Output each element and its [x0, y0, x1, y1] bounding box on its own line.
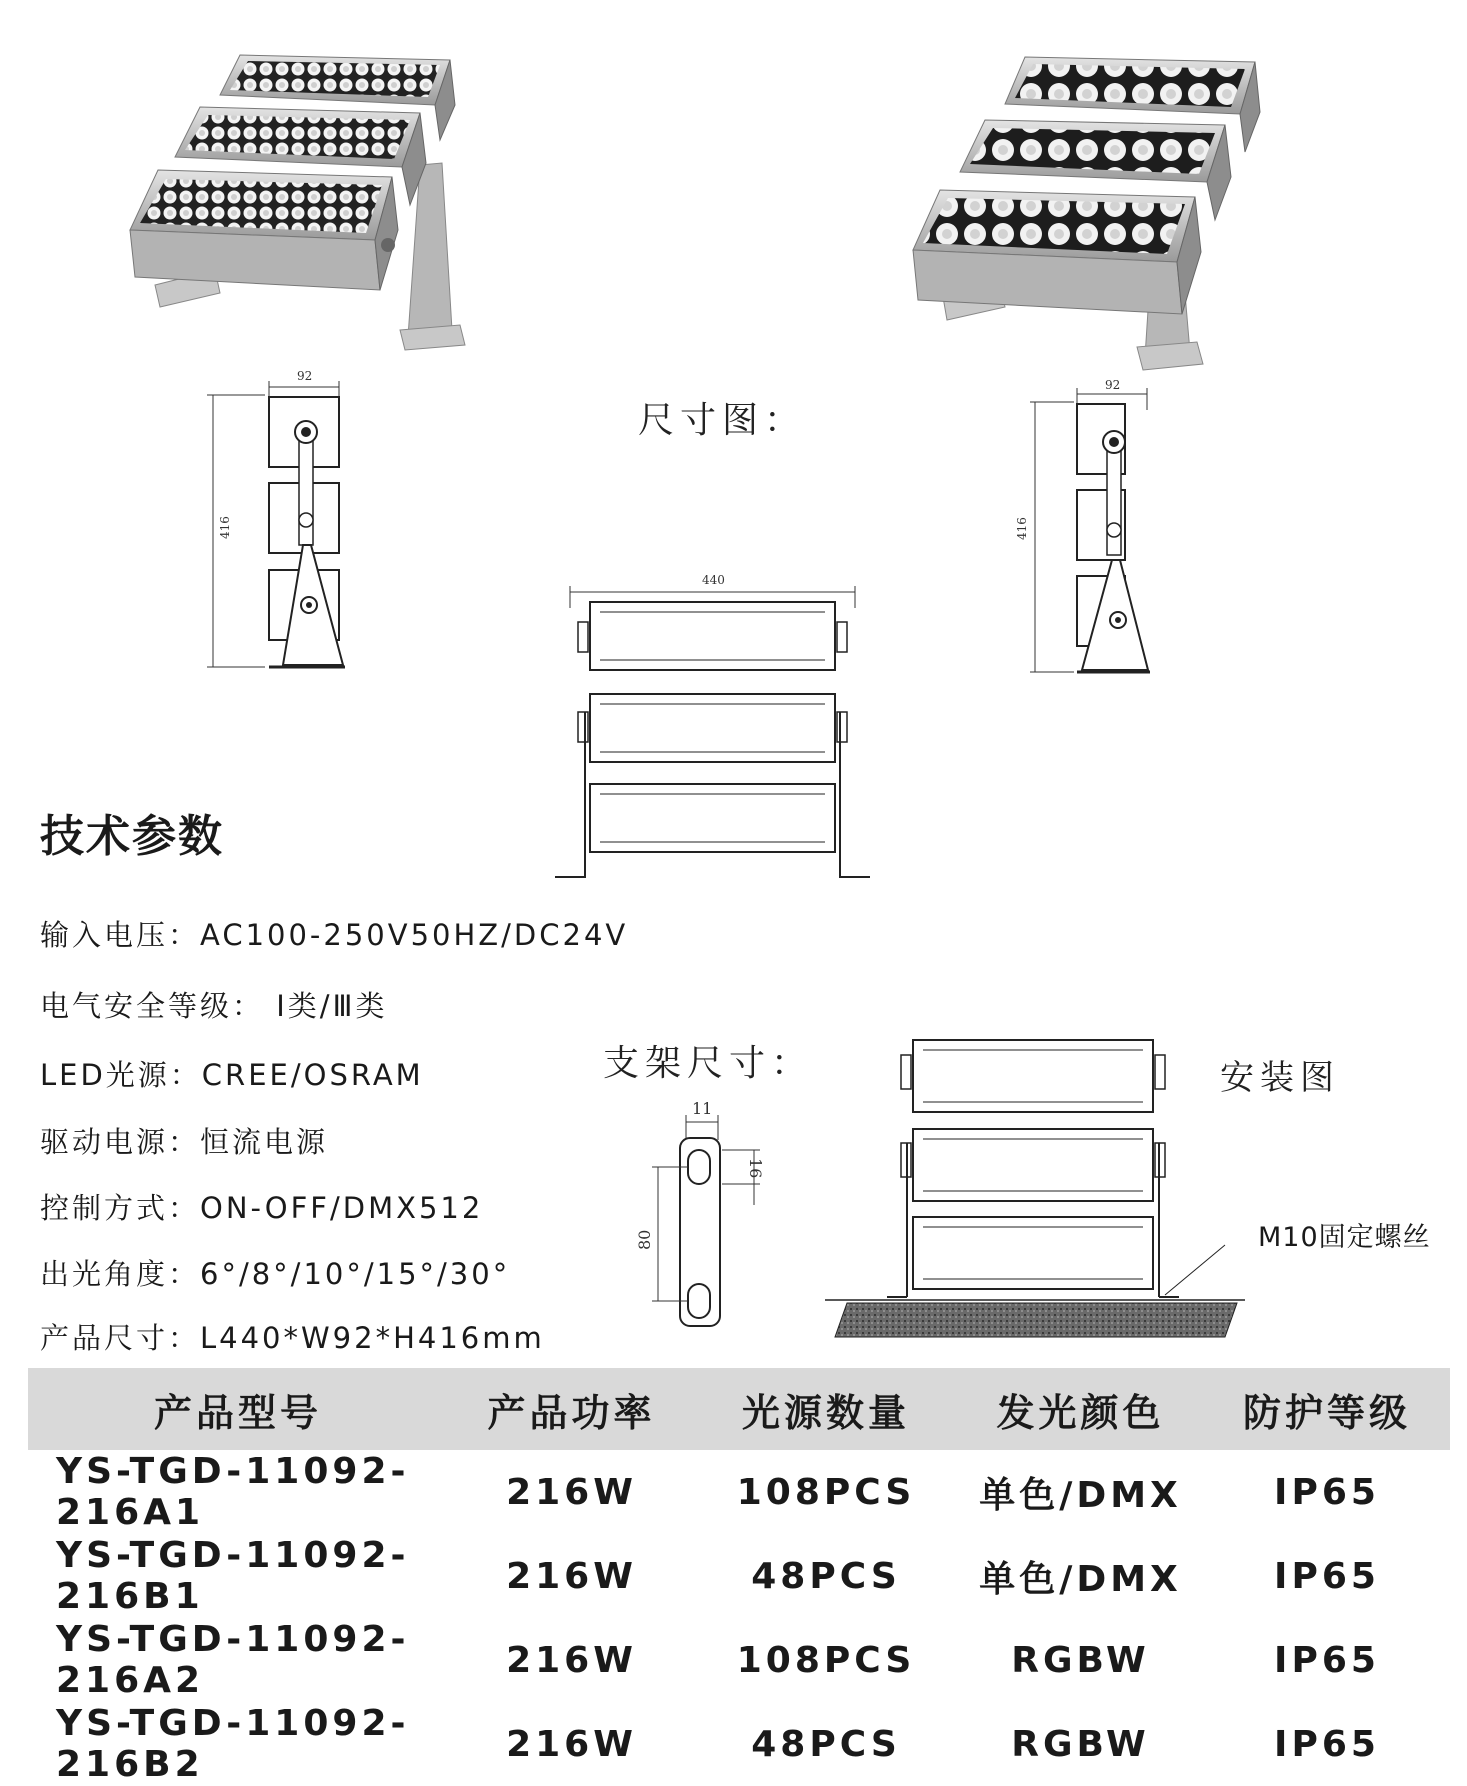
cell-ip: IP65: [1274, 1555, 1380, 1597]
product-photo-small-lens: [130, 45, 530, 385]
cell-led-count: 108PCS: [736, 1471, 916, 1513]
side-view-drawing-left: [205, 365, 375, 680]
cell-ip: IP65: [1274, 1723, 1380, 1765]
front-view-drawing: [550, 572, 875, 887]
spec-table: [28, 1368, 1450, 1786]
dim-bracket-slot: 16: [746, 1158, 765, 1179]
cell-led-count: 48PCS: [751, 1723, 901, 1765]
cell-color: RGBW: [1011, 1723, 1150, 1765]
dim-width-right: 92: [1105, 378, 1121, 392]
install-caption: 安装图: [1220, 1058, 1340, 1098]
bracket-drawing: [630, 1100, 770, 1340]
spec-input-voltage: 输入电压：AC100-250V50HZ/DC24V: [40, 918, 629, 952]
dim-length-front: 440: [702, 573, 725, 587]
dim-bracket-spacing: 80: [635, 1229, 654, 1250]
spec-control: 控制方式：ON-OFF/DMX512: [40, 1191, 484, 1225]
dimension-caption: 尺寸图：: [638, 400, 807, 441]
table-row: [28, 1618, 1450, 1702]
cell-color: 单色/DMX: [979, 1558, 1182, 1600]
header-color: 发光颜色: [957, 1368, 1204, 1450]
table-row: [28, 1450, 1450, 1534]
cell-color: 单色/DMX: [979, 1474, 1182, 1516]
side-view-drawing-right: [1015, 378, 1190, 680]
dim-width-left: 92: [297, 369, 313, 383]
cell-power: 216W: [506, 1639, 637, 1681]
cell-model: YS-TGD-11092-216B2: [56, 1703, 410, 1785]
bracket-caption: 支架尺寸：: [603, 1043, 814, 1084]
dim-height-right: 416: [1015, 517, 1029, 540]
cell-color: RGBW: [1011, 1639, 1150, 1681]
spec-safety-class: 电气安全等级： Ⅰ类/Ⅲ类: [40, 989, 388, 1023]
table-row: [28, 1534, 1450, 1618]
spec-driver: 驱动电源：恒流电源: [40, 1125, 329, 1159]
cell-model: YS-TGD-11092-216A1: [56, 1451, 410, 1533]
cell-model: YS-TGD-11092-216B1: [56, 1535, 410, 1617]
installation-drawing: [825, 1025, 1265, 1345]
table-header-row: [28, 1368, 1450, 1450]
dim-height-left: 416: [218, 516, 232, 539]
cell-power: 216W: [506, 1471, 637, 1513]
product-photo-large-lens: [905, 52, 1305, 402]
dim-bracket-width: 11: [692, 1099, 713, 1118]
header-led-count: 光源数量: [695, 1368, 957, 1450]
spec-led-source: LED光源：CREE/OSRAM: [40, 1058, 424, 1092]
header-model: 产品型号: [28, 1368, 448, 1450]
tech-params-title: 技术参数: [40, 811, 224, 862]
header-ip: 防护等级: [1204, 1368, 1450, 1450]
table-row: [28, 1702, 1450, 1786]
cell-model: YS-TGD-11092-216A2: [56, 1619, 410, 1701]
cell-led-count: 108PCS: [736, 1639, 916, 1681]
screw-label: M10固定螺丝: [1258, 1222, 1431, 1253]
cell-ip: IP65: [1274, 1471, 1380, 1513]
cell-power: 216W: [506, 1723, 637, 1765]
cell-power: 216W: [506, 1555, 637, 1597]
spec-size: 产品尺寸：L440*W92*H416mm: [40, 1321, 545, 1355]
header-power: 产品功率: [448, 1368, 695, 1450]
spec-beam-angle: 出光角度：6°/8°/10°/15°/30°: [40, 1257, 511, 1291]
cell-led-count: 48PCS: [751, 1555, 901, 1597]
cell-ip: IP65: [1274, 1639, 1380, 1681]
